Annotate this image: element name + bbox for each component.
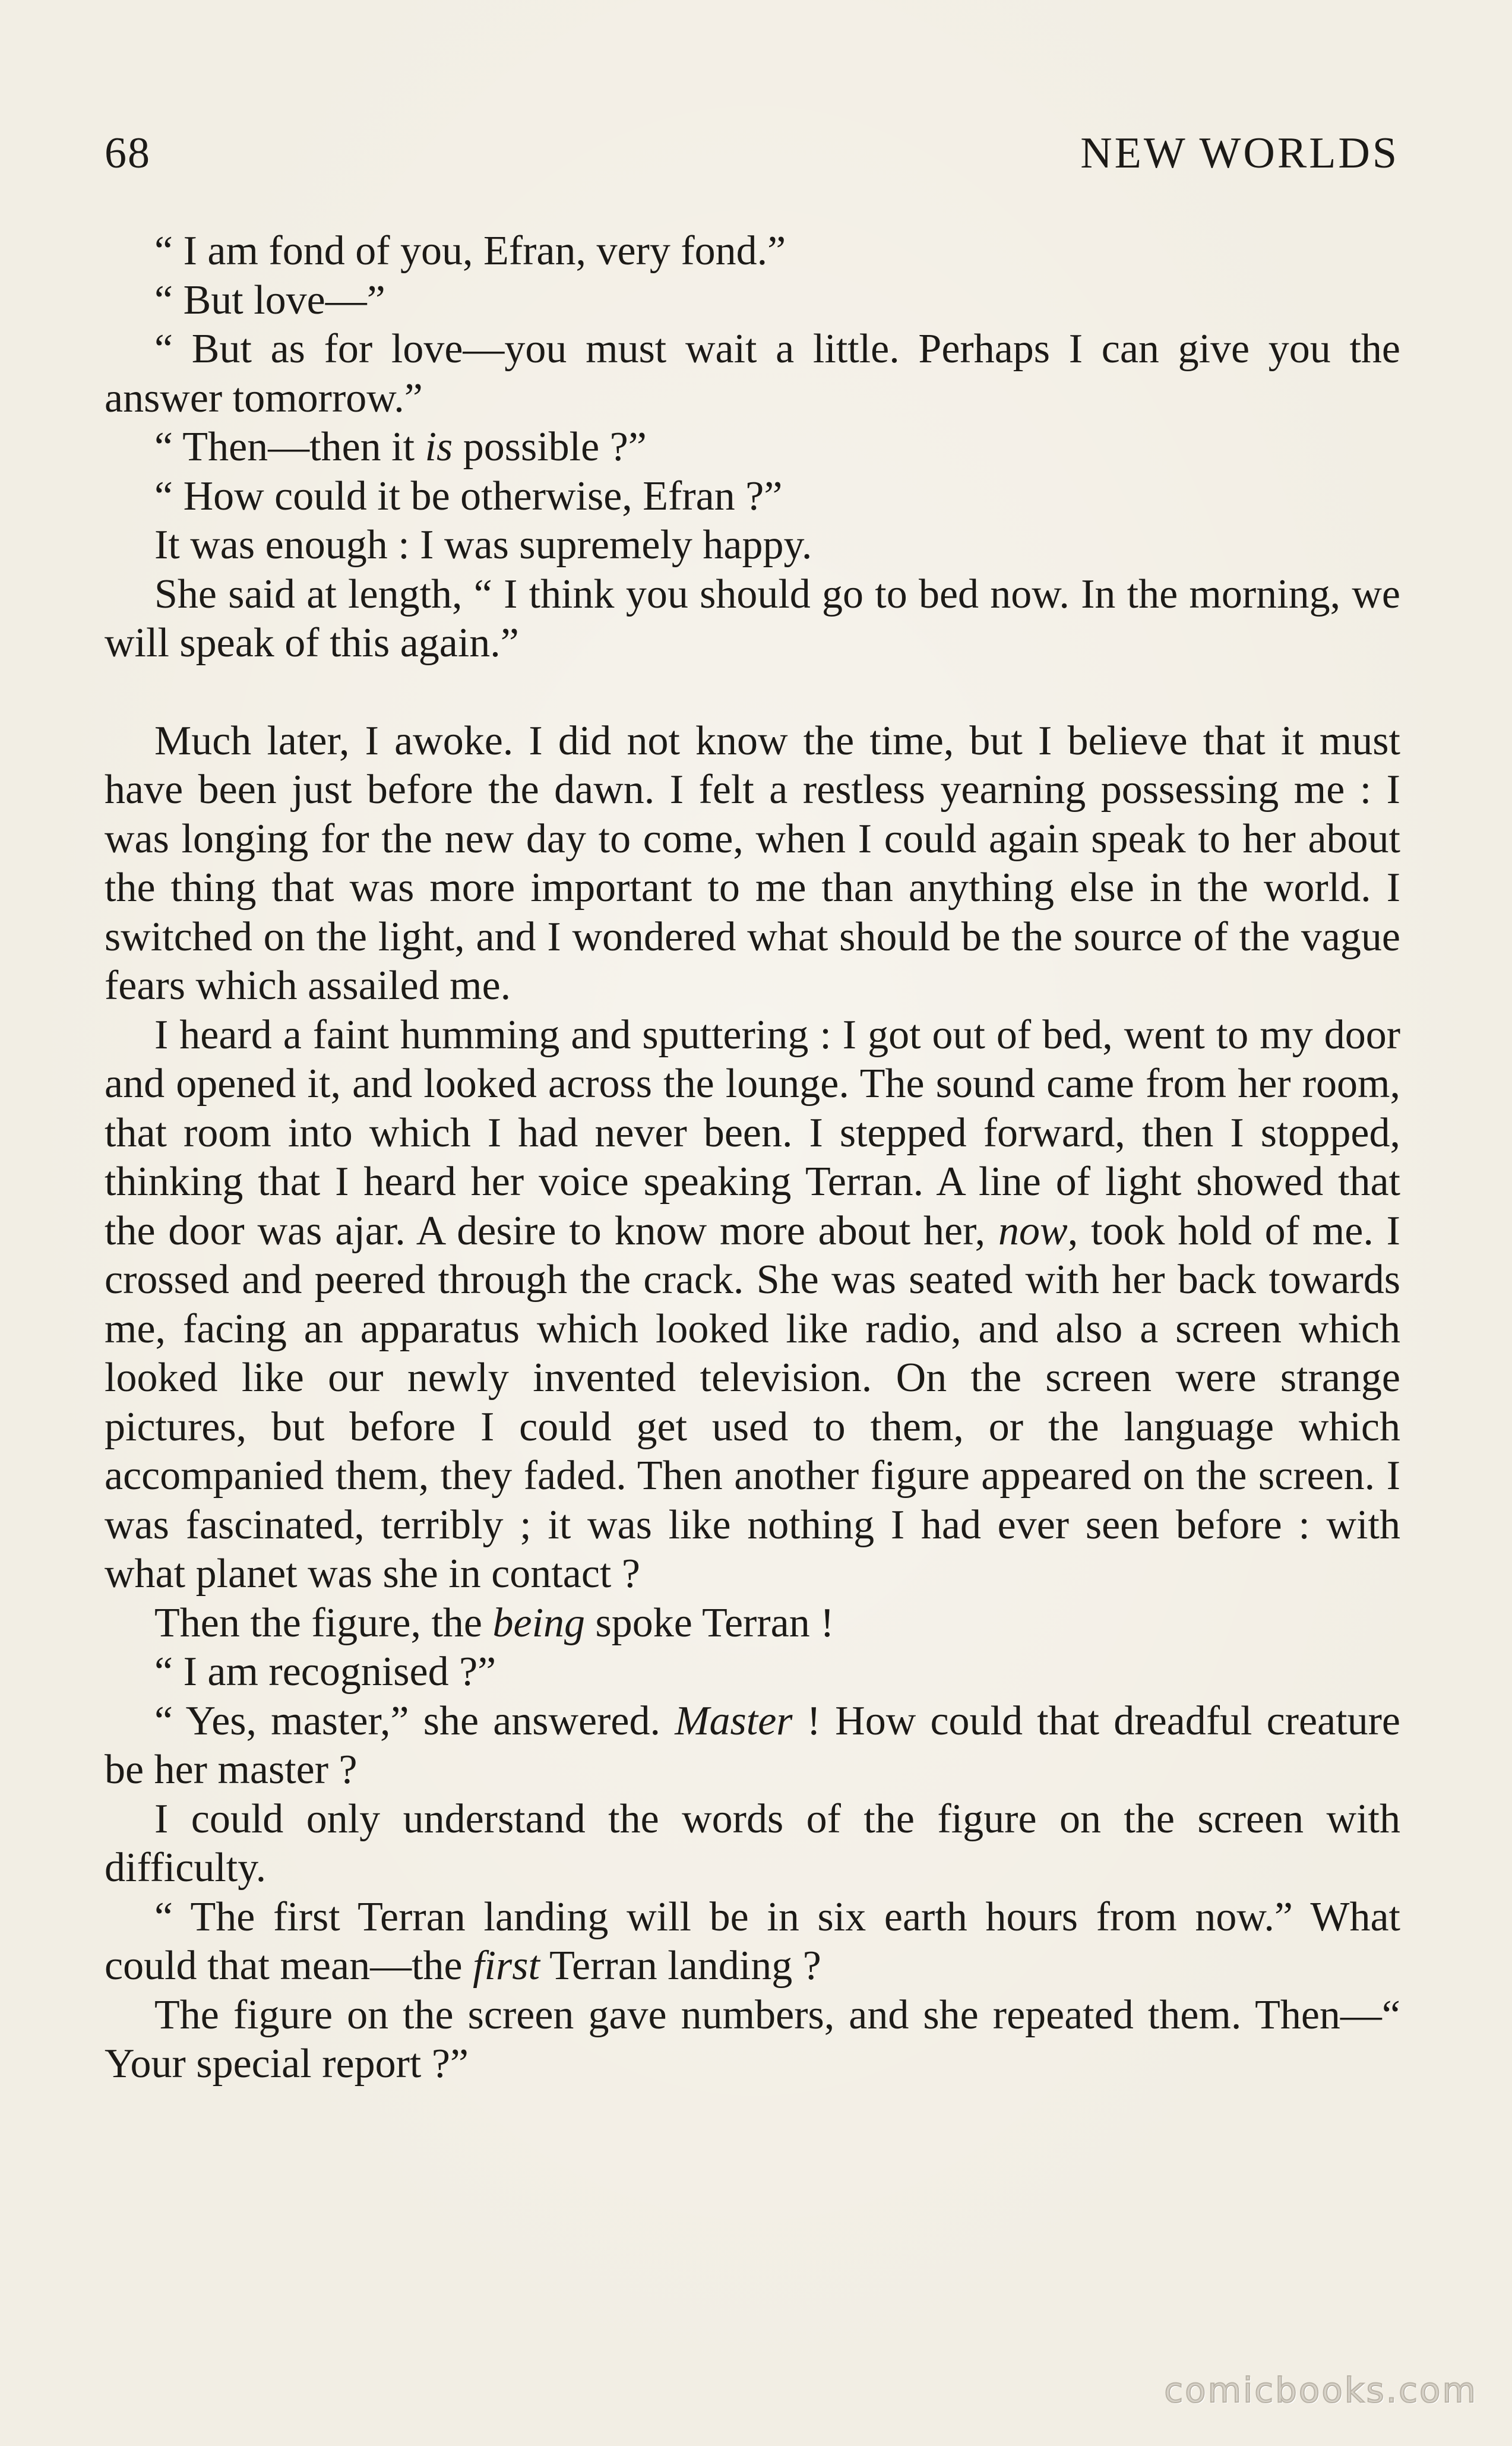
text-run: I heard a faint humming and sputtering : I got out of bed, went to my door and opened it, and looked across the lounge. The sound came from her room, that room into which I had never been. I stepped forward, then I stopped, thinking that I heard her voice speaking Terran. A line of light showed that the door was ajar. A desire to know more about her, <box>105 1012 1400 1254</box>
body-text <box>105 227 1400 2089</box>
paragraph <box>105 1893 1400 1991</box>
watermark: comicbooks.com <box>1164 2370 1478 2410</box>
paragraph: “ But as for love—you must wait a little. Perhaps I can give you the answer tomorrow.” <box>105 326 1400 421</box>
italic-text: Master <box>675 1698 793 1744</box>
page-header <box>105 128 1399 188</box>
running-head: NEW WORLDS <box>1080 129 1399 178</box>
paragraph: Much later, I awoke. I did not know the time, but I believe that it must have been just before the dawn. I felt a restless yearning possessing me : I was longing for the new day to come, when I could again speak to her about the thing that was more important to me than anything else in the world. I switched on the light, and I wondered what should be the source of the vague fears which assailed me. <box>105 718 1400 1009</box>
italic-text: is <box>425 424 453 470</box>
paragraph <box>105 1697 1400 1795</box>
text-run: ! How could that dreadful creature be her master ? <box>105 1698 1401 1793</box>
italic-text: being <box>492 1600 586 1646</box>
italic-text: now <box>998 1208 1068 1254</box>
text-run: “ Yes, master,” she answered. <box>154 1698 675 1744</box>
paragraph: “ I am recognised ?” <box>154 1649 496 1695</box>
text-run: Terran landing ? <box>539 1943 821 1989</box>
paragraph: I could only understand the words of the figure on the screen with difficulty. <box>105 1796 1400 1891</box>
text-run: Then the figure, the <box>154 1600 493 1646</box>
page-number: 68 <box>105 129 151 178</box>
paragraph: “ I am fond of you, Efran, very fond.” <box>154 228 786 274</box>
text-run: possible ?” <box>453 424 647 470</box>
paragraph <box>105 1011 1400 1599</box>
paragraph <box>105 423 1400 472</box>
paragraph: It was enough : I was supremely happy. <box>154 522 812 568</box>
italic-text: first <box>473 1943 540 1989</box>
paragraph: The figure on the screen gave numbers, and she repeated them. Then—“ Your special report ?” <box>105 1992 1400 2087</box>
text-run: “ The first Terran landing will be in six earth hours from now.” What could that mean—the <box>105 1894 1400 1989</box>
text-run: spoke Terran ! <box>585 1600 834 1646</box>
text-run: “ Then—then it <box>154 424 425 470</box>
paragraph: “ But love—” <box>154 277 385 323</box>
paragraph <box>105 1599 1400 1648</box>
text-run: , took hold of me. I crossed and peered through the crack. She was seated with her back towards me, facing an apparatus which looked like radio, and also a screen which looked like our newly invented television. On the screen were strange pictures, but before I could get used to them, or the language which accompanied them, they faded. Then another figure appeared on the screen. I was fascinated, terribly ; it was like nothing I had ever seen before : with what planet was she in contact ? <box>105 1208 1400 1597</box>
paragraph: She said at length, “ I think you should go to bed now. In the morning, we will speak of this again.” <box>105 571 1400 666</box>
paragraph: “ How could it be otherwise, Efran ?” <box>154 473 783 519</box>
